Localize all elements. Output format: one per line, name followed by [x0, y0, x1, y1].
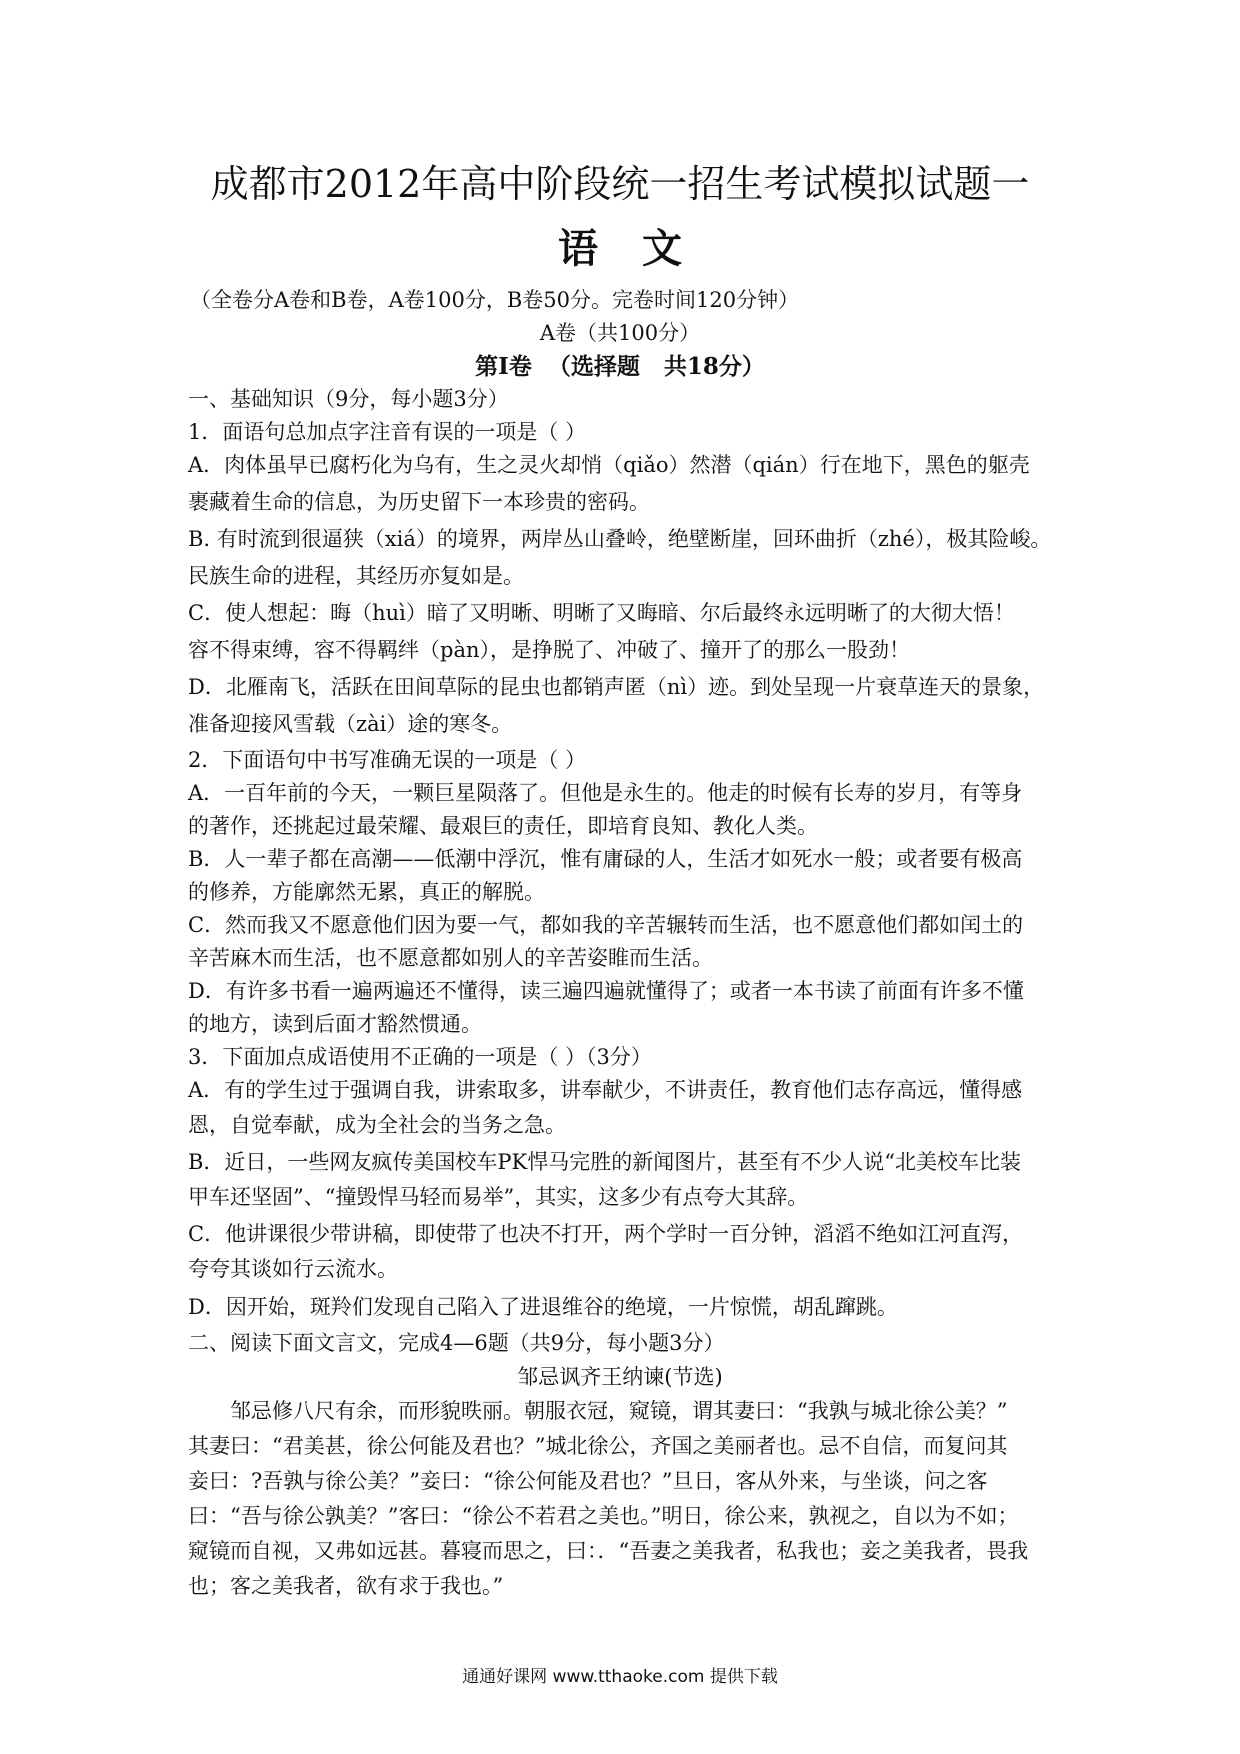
exam-note: （全卷分A卷和B卷，A卷100分，B卷50分。完卷时间120分钟） [190, 288, 800, 312]
passage-line: 邹忌修八尺有余，而形貌昳丽。朝服衣冠，窥镜，谓其妻曰：“我孰与城北徐公美？” [230, 1399, 1008, 1423]
question-2-option-d-cont: 的地方，读到后面才豁然惯通。 [188, 1012, 482, 1036]
passage-line: 其妻曰：“君美甚，徐公何能及君也？”城北徐公，齐国之美丽者也。忌不自信，而复问其 [188, 1434, 1008, 1458]
question-3-option-c-cont: 夸夸其谈如行云流水。 [188, 1257, 398, 1281]
question-1-option-d-cont: 准备迎接风雪载（zài）途的寒冬。 [188, 712, 513, 736]
passage-line: 曰：“吾与徐公孰美？”客曰：“徐公不若君之美也。”明日，徐公来，孰视之，自以为不如； [188, 1504, 1019, 1528]
passage-title: 邹忌讽齐王纳谏(节选) [517, 1365, 723, 1389]
part-one-heading: 第Ⅰ卷 （选择题 共18分） [475, 353, 765, 380]
question-1-option-c: C．使人想起：晦（huì）暗了又明晰、明晰了又晦暗、尔后最终永远明晰了的大彻大悟！ [188, 601, 1015, 625]
subject-title: 语文 [558, 225, 726, 272]
question-3-option-b: B．近日，一些网友疯传美国校车PK悍马完胜的新闻图片，甚至有不少人说“北美校车比装 [188, 1150, 1021, 1174]
question-3-option-d: D．因开始，斑羚们发现自己陷入了进退维谷的绝境，一片惊慌，胡乱蹿跳。 [188, 1295, 898, 1319]
passage-line: 妾曰：?吾孰与徐公美？”妾曰：“徐公何能及君也？”旦日，客从外来，与坐谈，问之客 [188, 1469, 988, 1493]
question-2: 2．下面语句中书写准确无误的一项是（ ） [188, 748, 587, 772]
question-1-option-b-cont: 民族生命的进程，其经历亦复如是。 [188, 564, 524, 588]
question-2-option-a-cont: 的著作，还挑起过最荣耀、最艰巨的责任，即培育良知、教化人类。 [188, 814, 818, 838]
section-one-heading: 一、基础知识（9分，每小题3分） [188, 387, 509, 411]
question-1-option-b: B. 有时流到很逼狭（xiá）的境界，两岸丛山叠岭，绝壁断崖，回环曲折（zhé），极其险峻。 [188, 527, 1052, 551]
question-2-option-b: B．人一辈子都在高潮——低潮中浮沉，惟有庸碌的人，生活才如死水一般；或者要有极高 [188, 847, 1023, 871]
question-1-option-a: A．肉体虽早已腐朽化为乌有，生之灵火却悄（qiǎo）然潜（qián）行在地下，黑色的躯壳 [188, 453, 1030, 477]
question-2-option-b-cont: 的修养，方能廓然无累，真正的解脱。 [188, 880, 545, 904]
question-3-option-a: A．有的学生过于强调自我，讲索取多，讲奉献少，不讲责任，教育他们志存高远，懂得感 [188, 1078, 1023, 1102]
passage-line: 也；客之美我者，欲有求于我也。” [188, 1574, 504, 1598]
question-2-option-d: D．有许多书看一遍两遍还不懂得，读三遍四遍就懂得了；或者一本书读了前面有许多不懂 [188, 979, 1024, 1003]
question-2-option-c: C．然而我又不愿意他们因为要一气，都如我的辛苦辗转而生活，也不愿意他们都如闰土的 [188, 913, 1024, 937]
section-two-heading: 二、阅读下面文言文，完成4—6题（共9分，每小题3分） [188, 1331, 725, 1355]
question-2-option-c-cont: 辛苦麻木而生活，也不愿意都如别人的辛苦姿睢而生活。 [188, 946, 713, 970]
passage-line: 窥镜而自视，又弗如远甚。暮寝而思之，曰：．“吾妻之美我者，私我也；妾之美我者，畏我 [188, 1539, 1029, 1563]
question-1-option-d: D．北雁南飞，活跃在田间草际的昆虫也都销声匿（nì）迹。到处呈现一片衰草连天的景象， [188, 675, 1045, 699]
question-2-option-a: A．一百年前的今天，一颗巨星陨落了。但他是永生的。他走的时候有长寿的岁月，有等身 [188, 781, 1023, 805]
question-3-option-b-cont: 甲车还坚固”、“撞毁悍马轻而易举”，其实，这多少有点夸大其辞。 [188, 1185, 809, 1209]
question-3: 3．下面加点成语使用不正确的一项是（ ）（3分） [188, 1045, 652, 1069]
question-1: 1．面语句总加点字注音有误的一项是（ ） [188, 420, 587, 444]
question-3-option-a-cont: 恩，自觉奉献，成为全社会的当务之急。 [188, 1113, 566, 1137]
question-1-option-c-cont: 容不得束缚，容不得羁绊（pàn），是挣脱了、冲破了、撞开了的那么一股劲！ [188, 638, 910, 662]
exam-title: 成都市2012年高中阶段统一招生考试模拟试题一 [210, 162, 1030, 206]
question-1-option-a-cont: 裹藏着生命的信息，为历史留下一本珍贵的密码。 [188, 490, 650, 514]
page-footer: 通通好课网 www.tthaoke.com 提供下载 [462, 1667, 778, 1687]
paper-a-heading: A卷（共100分） [539, 321, 701, 345]
question-3-option-c: C．他讲课很少带讲稿，即使带了也决不打开，两个学时一百分钟，滔滔不绝如江河直泻， [188, 1222, 1024, 1246]
